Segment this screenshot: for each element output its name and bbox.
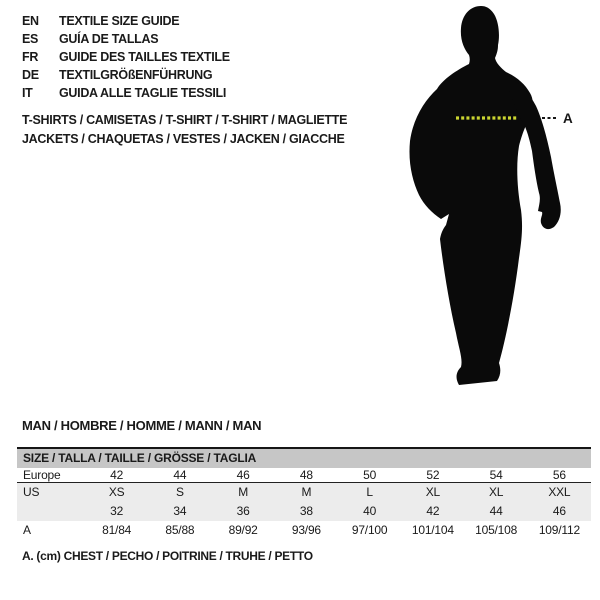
category-list	[22, 111, 347, 149]
table-cell: 36	[236, 504, 250, 518]
language-row	[22, 84, 230, 102]
table-cell: 97/100	[351, 523, 388, 537]
row-label	[17, 502, 85, 521]
table-body	[17, 468, 591, 539]
language-list	[22, 12, 230, 102]
man-body-shape	[409, 6, 532, 385]
language-code: ES	[22, 32, 39, 46]
table-cell: M	[238, 485, 249, 499]
language-row	[22, 30, 230, 48]
table-cell: 48	[299, 468, 313, 482]
section-title: MAN / HOMBRE / HOMME / MANN / MAN	[22, 418, 262, 433]
table-cell: 46	[552, 504, 566, 518]
table-cell: 44	[173, 468, 187, 482]
row-label: Europe	[23, 468, 61, 482]
table-cell: 46	[236, 468, 250, 482]
table-row	[17, 468, 591, 482]
table-cell: 54	[489, 468, 503, 482]
language-label: TEXTILGRÖßENFÜHRUNG	[59, 68, 213, 82]
language-row	[22, 12, 230, 30]
table-cell: 40	[363, 504, 377, 518]
measure-label-a: A	[563, 111, 573, 126]
table-cell: 56	[552, 468, 566, 482]
man-silhouette	[395, 0, 595, 400]
table-cell: L	[366, 485, 373, 499]
table-cell: XS	[108, 485, 125, 499]
category-line: T-SHIRTS / CAMISETAS / T-SHIRT / T-SHIRT / MAGLIETTE	[22, 113, 348, 127]
footnote: A. (cm) CHEST / PECHO / POITRINE / TRUHE / PETTO	[22, 549, 313, 563]
language-row	[22, 66, 230, 84]
table-cell: 105/108	[475, 523, 518, 537]
table-cell: 101/104	[411, 523, 454, 537]
table-cell: 85/88	[165, 523, 195, 537]
table-cell: 93/96	[291, 523, 321, 537]
table-cell: 89/92	[228, 523, 258, 537]
language-code: EN	[22, 14, 39, 28]
row-label: US	[23, 485, 40, 499]
language-code: FR	[22, 50, 39, 64]
table-header: SIZE / TALLA / TAILLE / GRÖSSE / TAGLIA	[17, 449, 591, 468]
table-cell: 52	[426, 468, 440, 482]
table-cell: 38	[299, 504, 313, 518]
table-cell: M	[301, 485, 312, 499]
language-code: IT	[22, 86, 33, 100]
table-cell: 109/112	[538, 523, 580, 537]
table-cell: 42	[426, 504, 440, 518]
row-label: A	[23, 523, 31, 537]
table-cell: XL	[488, 485, 504, 499]
language-label: GUIDA ALLE TAGLIE TESSILI	[59, 86, 227, 100]
category-line: JACKETS / CHAQUETAS / VESTES / JACKEN / GIACCHE	[22, 132, 345, 146]
table-cell: 34	[173, 504, 187, 518]
language-row	[22, 48, 230, 66]
language-label: TEXTILE SIZE GUIDE	[59, 14, 180, 28]
table-cell: S	[175, 485, 184, 499]
table-row	[17, 502, 591, 521]
language-label: GUÍA DE TALLAS	[59, 32, 159, 46]
table-cell: 32	[110, 504, 124, 518]
table-cell: 50	[363, 468, 377, 482]
table-cell: XL	[425, 485, 441, 499]
language-code: DE	[22, 68, 39, 82]
table-row	[17, 521, 591, 539]
size-table	[17, 447, 591, 539]
table-cell: 44	[489, 504, 503, 518]
table-row	[17, 482, 591, 502]
table-cell: 42	[110, 468, 124, 482]
table-cell: 81/84	[102, 523, 132, 537]
language-label: GUIDE DES TAILLES TEXTILE	[59, 50, 230, 64]
table-cell: XXL	[548, 485, 571, 499]
